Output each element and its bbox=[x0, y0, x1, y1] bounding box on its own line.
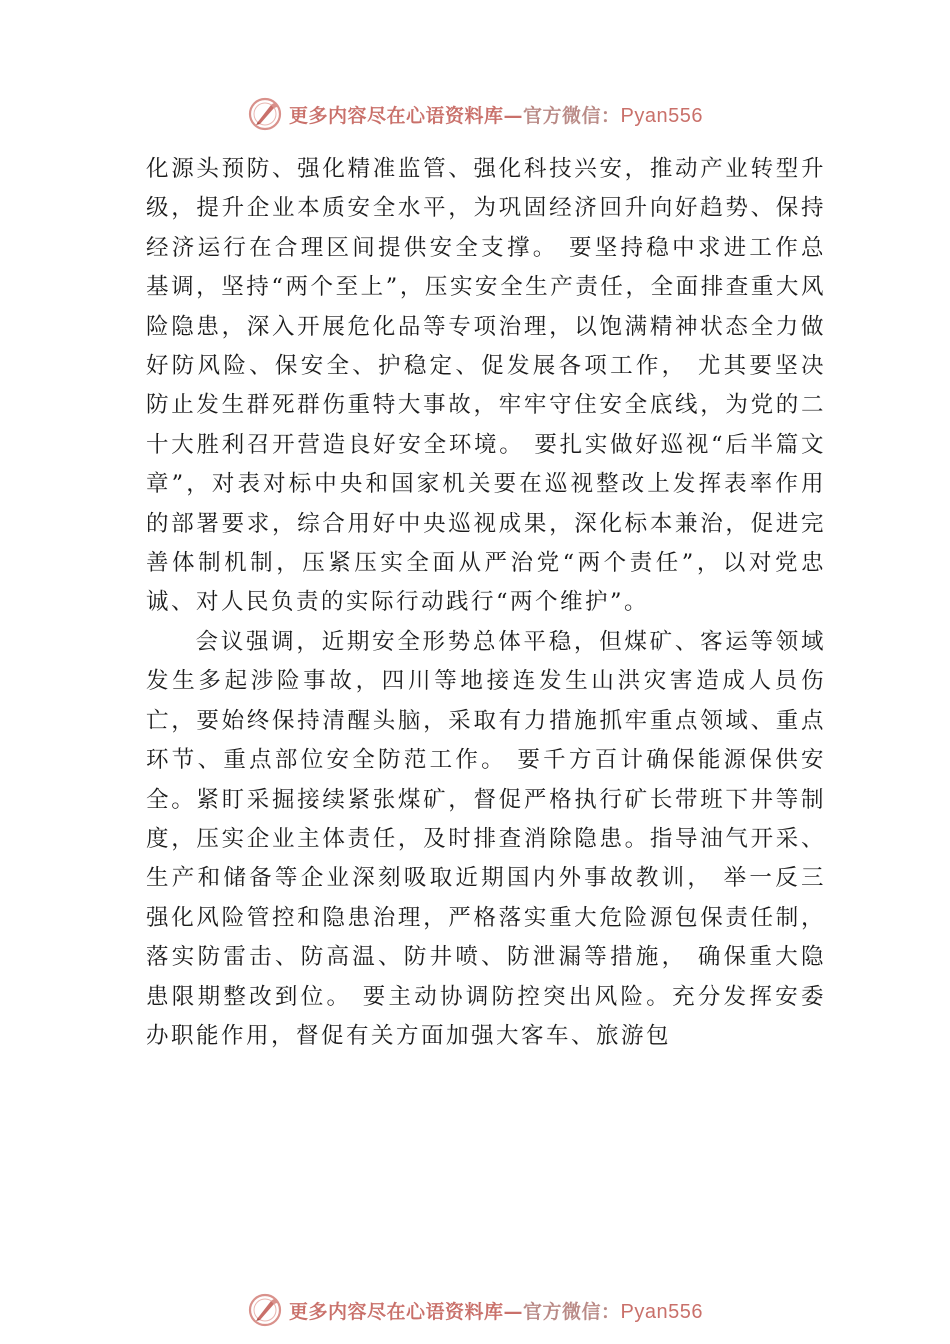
footer-dash: — bbox=[503, 1300, 524, 1323]
header-brand: 更多内容尽在心语资料库 bbox=[289, 104, 504, 127]
quill-logo-icon bbox=[247, 96, 283, 132]
footer-brand: 更多内容尽在心语资料库 bbox=[289, 1300, 504, 1323]
footer-wechat-id: Pyan556 bbox=[620, 1300, 703, 1323]
paragraph-1: 化源头预防、强化精准监管、强化科技兴安，推动产业转型升级，提升企业本质安全水平，为巩固经济回升向好趋势、保持经济运行在合理区间提供安全支撑。 要坚持稳中求进工作总基调，坚持“两个至上”，压实安全生产责任，全面排查重大风险隐患，深入开展危化品等专项治理，以饱满精神状态全力做好防风险、保安全、护稳定、促发展各项工作， 尤其要坚决防止发生群死群伤重特大事故，牢牢守住安全底线，为党的二十大胜利召开营造良好安全环境。 要扎实做好巡视“后半篇文章”，对表对标中央和国家机关要在巡视整改上发挥表率作用的部署要求，综合用好中央巡视成果，深化标本兼治，促进完善体制机制，压紧压实全面从严治党“两个责任”，以对党忠诚、对人民负责的实际行动践行“两个维护”。 bbox=[146, 156, 826, 616]
header-watermark bbox=[0, 94, 950, 134]
header-wechat-id: Pyan556 bbox=[620, 104, 703, 127]
header-brand-text bbox=[289, 101, 703, 128]
header-wechat-label: 官方微信： bbox=[523, 104, 621, 127]
header-dash: — bbox=[503, 104, 524, 127]
footer-watermark bbox=[0, 1290, 950, 1330]
document-body bbox=[146, 150, 826, 1056]
footer-wechat-label: 官方微信： bbox=[523, 1300, 621, 1323]
quill-logo-icon bbox=[247, 1292, 283, 1328]
footer-brand-text bbox=[289, 1297, 703, 1324]
paragraph-2: 会议强调，近期安全形势总体平稳，但煤矿、客运等领域发生多起涉险事故，四川等地接连发生山洪灾害造成人员伤亡，要始终保持清醒头脑，采取有力措施抓牢重点领域、重点环节、重点部位安全防范工作。 要千方百计确保能源保供安全。紧盯采掘接续紧张煤矿，督促严格执行矿长带班下井等制度，压实企业主体责任，及时排查消除隐患。指导油气开采、生产和储备等企业深刻吸取近期国内外事故教训， 举一反三强化风险管控和隐患治理，严格落实重大危险源包保责任制，落实防雷击、防高温、防井喷、防泄漏等措施， 确保重大隐患限期整改到位。 要主动协调防控突出风险。充分发挥安委办职能作用，督促有关方面加强大客车、旅游包 bbox=[146, 628, 826, 1049]
